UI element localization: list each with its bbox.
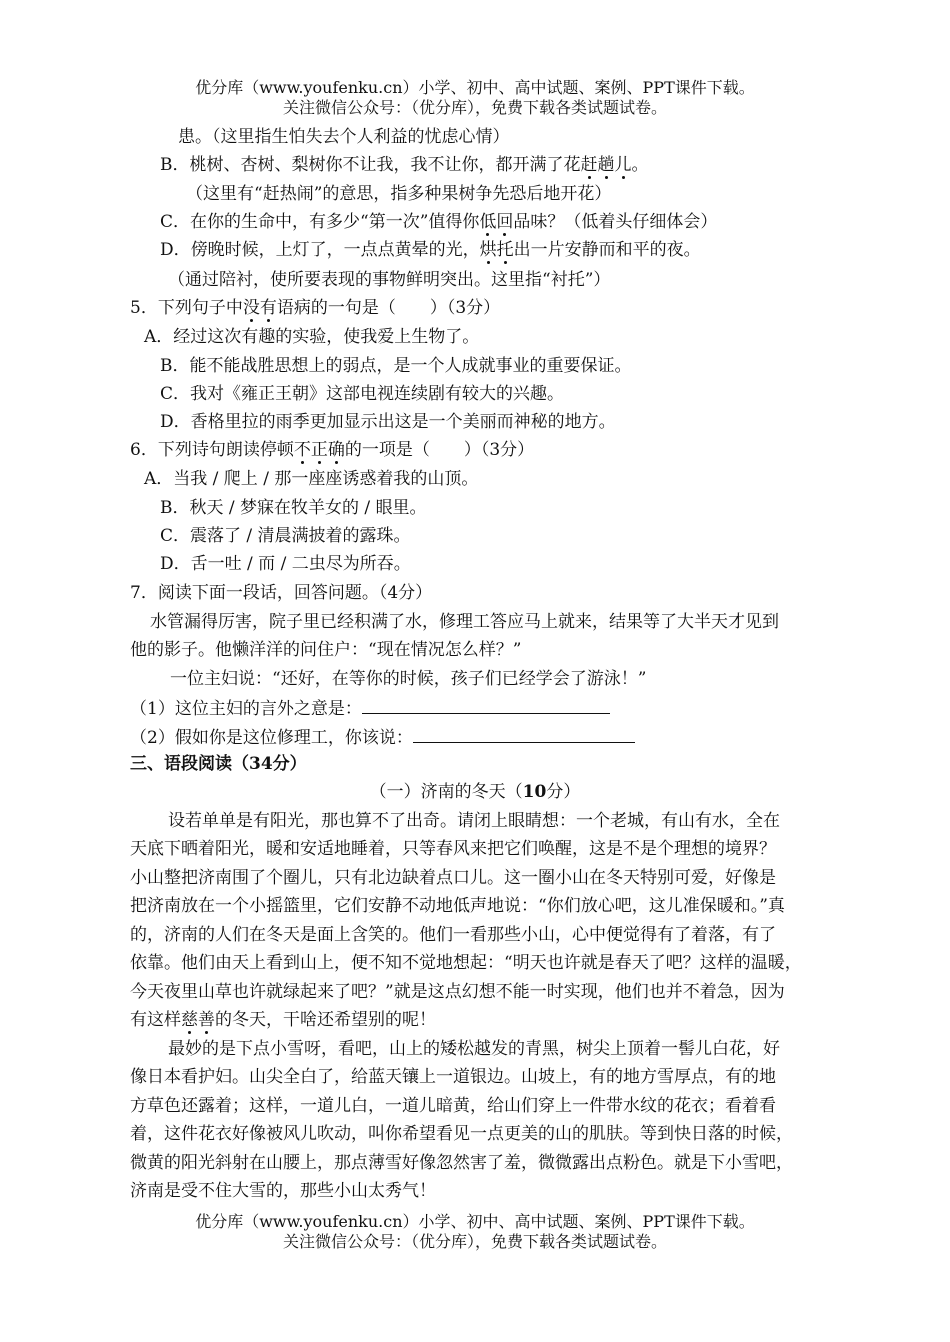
answer-blank-2[interactable]	[413, 725, 635, 743]
q6-dotted-text: 不正确	[293, 440, 345, 460]
q6-dotted-word	[294, 440, 345, 460]
q6-stem-post: 的一项是（ ）（3分）	[344, 440, 535, 460]
emphasis-dots	[581, 176, 632, 181]
para1-line-7: 今天夜里山草也许就绿起来了吧？”就是这点幻想不能一时实现，他们也并不着急，因为	[130, 982, 785, 1002]
q5-option-c: C．我对《雍正王朝》这部电视连续剧有较大的兴趣。	[160, 384, 565, 404]
q5-option-a: A．经过这次有趣的实验，使我爱上生物了。	[144, 327, 480, 347]
q4-option-d	[160, 239, 701, 261]
q4-option-b-note: （这里有“赶热闹”的意思，指多种果树争先恐后地开花）	[186, 184, 612, 204]
header-line-2: 关注微信公众号：（优分库），免费下载各类试题试卷。	[282, 98, 667, 117]
para1-line-1: 设若单单是有阳光，那也算不了出奇。请闭上眼睛想：一个老城，有山有水，全在	[168, 811, 780, 831]
emphasis-dots	[181, 1031, 215, 1036]
para1-line-4: 把济南放在一个小摇篮里，它们安静不动地低声地说：“你们放心吧，这儿准保暖和。”真	[130, 896, 785, 916]
q5-option-d: D．香格里拉的雨季更加显示出这是一个美丽而神秘的地方。	[160, 412, 616, 432]
q4-b-dotted-word	[581, 155, 632, 175]
footer-line-2: 关注微信公众号：（优分库），免费下载各类试题试卷。	[282, 1232, 667, 1251]
q4-b-dotted-text: 赶趟儿	[580, 155, 632, 175]
reading-1-title-pre: （一）济南的冬天（	[369, 782, 523, 802]
q4-option-b	[160, 154, 649, 176]
q6-stem-pre: 6．下列诗句朗读停顿	[130, 440, 294, 460]
q7-sub-question-2	[130, 725, 635, 749]
q4-a-cont: 患。（这里指生怕失去个人利益的忧虑心情）	[178, 127, 510, 147]
para1-line-8	[130, 1009, 436, 1031]
q7-sub-question-1	[130, 696, 610, 720]
q7-passage-line-2: 他的影子。他懒洋洋的问住户：“现在情况怎么样？”	[130, 640, 522, 660]
q7-sub2-label: （2）假如你是这位修理工，你该说：	[130, 728, 413, 748]
emphasis-dots	[294, 461, 345, 466]
q7-passage-line-3: 一位主妇说：“还好，在等你的时候，孩子们已经学会了游泳！”	[170, 669, 647, 689]
q6-option-a: A．当我 / 爬上 / 那一座座诱惑着我的山顶。	[144, 469, 479, 489]
q6-option-b: B．秋天 / 梦寐在牧羊女的 / 眼里。	[160, 498, 427, 518]
para1-last-pre: 有这样	[130, 1010, 181, 1030]
emphasis-dots	[480, 261, 514, 266]
q7-passage-line-1: 水管漏得厉害，院子里已经积满了水，修理工答应马上就来，结果等了大半天才见到	[150, 612, 779, 632]
answer-blank-1[interactable]	[362, 696, 610, 714]
q4-c-dotted-text: 低回	[479, 212, 514, 232]
para2-line-2: 像日本看护妇。山尖全白了，给蓝天镶上一道银边。山坡上，有的地方雪厚点，有的地	[130, 1067, 776, 1087]
q5-stem-pre: 5．下列句子中	[130, 298, 243, 318]
reading-1-score: 10	[522, 782, 547, 802]
q6-option-c: C．震落了 / 清晨满披着的露珠。	[160, 526, 411, 546]
q4-option-c	[160, 211, 717, 233]
header-line-1: 优分库（www.youfenku.cn）小学、初中、高中试题、案例、PPT课件下载。	[195, 78, 755, 97]
para1-dotted-word	[181, 1010, 215, 1030]
q4-d-dotted-text: 烘托	[479, 240, 514, 260]
q5-stem	[130, 297, 500, 319]
q4-d-pre: D．傍晚时候，上灯了，一点点黄晕的光，	[160, 240, 480, 260]
q4-d-post: 出一片安静而和平的夜。	[513, 240, 701, 260]
para2-line-3: 方草色还露着；这样，一道儿白，一道儿暗黄，给山们穿上一件带水纹的花衣；看着看	[130, 1096, 776, 1116]
q4-b-post: 。	[631, 155, 649, 175]
emphasis-dots	[479, 233, 513, 238]
para2-line-6: 济南是受不住大雪的，那些小山太秀气！	[130, 1181, 436, 1201]
q4-option-d-note: （通过陪衬，使所要表现的事物鲜明突出。这里指“衬托”）	[168, 270, 611, 290]
para1-line-2: 天底下晒着阳光，暖和安适地睡着，只等春风来把它们唤醒，这是不是个理想的境界？	[130, 839, 776, 859]
q6-stem	[130, 439, 534, 461]
para1-dotted-text: 慈善	[181, 1010, 215, 1030]
dotted-char	[178, 127, 510, 147]
q4-d-dotted-word	[480, 240, 514, 260]
q4-b-pre: B．桃树、杏树、梨树你不让我，我不让你，都开满了花	[160, 155, 581, 175]
reading-1-title-post: 分）	[546, 782, 581, 802]
para1-line-6: 依靠。他们由天上看到山上，便不知不觉地想起：“明天也许就是春天了吧？这样的温暖，	[130, 953, 802, 973]
para1-line-5: 的，济南的人们在冬天是面上含笑的。他们一看那些小山，心中便觉得有了着落，有了	[130, 925, 776, 945]
q7-stem: 7．阅读下面一段话，回答问题。（4分）	[130, 583, 433, 603]
q5-option-b: B．能不能战胜思想上的弱点，是一个人成就事业的重要保证。	[160, 356, 632, 376]
q5-dotted-word	[243, 298, 277, 318]
q6-option-d: D．舌一吐 / 而 / 二虫尽为所吞。	[160, 554, 411, 574]
para1-last-post: 的冬天，干啥还希望别的呢！	[215, 1010, 436, 1030]
q4-c-pre: C．在你的生命中，有多少“第一次”值得你	[160, 212, 480, 232]
para2-line-1: 最妙的是下点小雪呀，看吧，山上的矮松越发的青黑，树尖上顶着一髻儿白花，好	[168, 1039, 780, 1059]
q5-stem-post: 语病的一句是（ ）（3分）	[276, 298, 501, 318]
para2-line-4: 着，这件花衣好像被风儿吹动，叫你希望看见一点更美的山的肌肤。等到快日落的时候，	[130, 1124, 793, 1144]
q7-sub1-label: （1）这位主妇的言外之意是：	[130, 699, 362, 719]
q4-option-a-continued	[178, 126, 510, 148]
section-3-title: 三、语段阅读（34分）	[130, 754, 307, 774]
footer-line-1: 优分库（www.youfenku.cn）小学、初中、高中试题、案例、PPT课件下载。	[195, 1212, 755, 1231]
q4-c-dotted-word	[479, 212, 513, 232]
q4-c-post: 品味？（低着头仔细体会）	[513, 212, 718, 232]
reading-1-title	[0, 781, 950, 803]
para2-line-5: 微黄的阳光斜射在山腰上，那点薄雪好像忽然害了羞，微微露出点粉色。就是下小雪吧，	[130, 1153, 793, 1173]
emphasis-dots	[243, 319, 277, 324]
q5-dotted-text: 没有	[242, 298, 277, 318]
para1-line-3: 小山整把济南围了个圈儿，只有北边缺着点口儿。这一圈小山在冬天特别可爱，好像是	[130, 868, 776, 888]
